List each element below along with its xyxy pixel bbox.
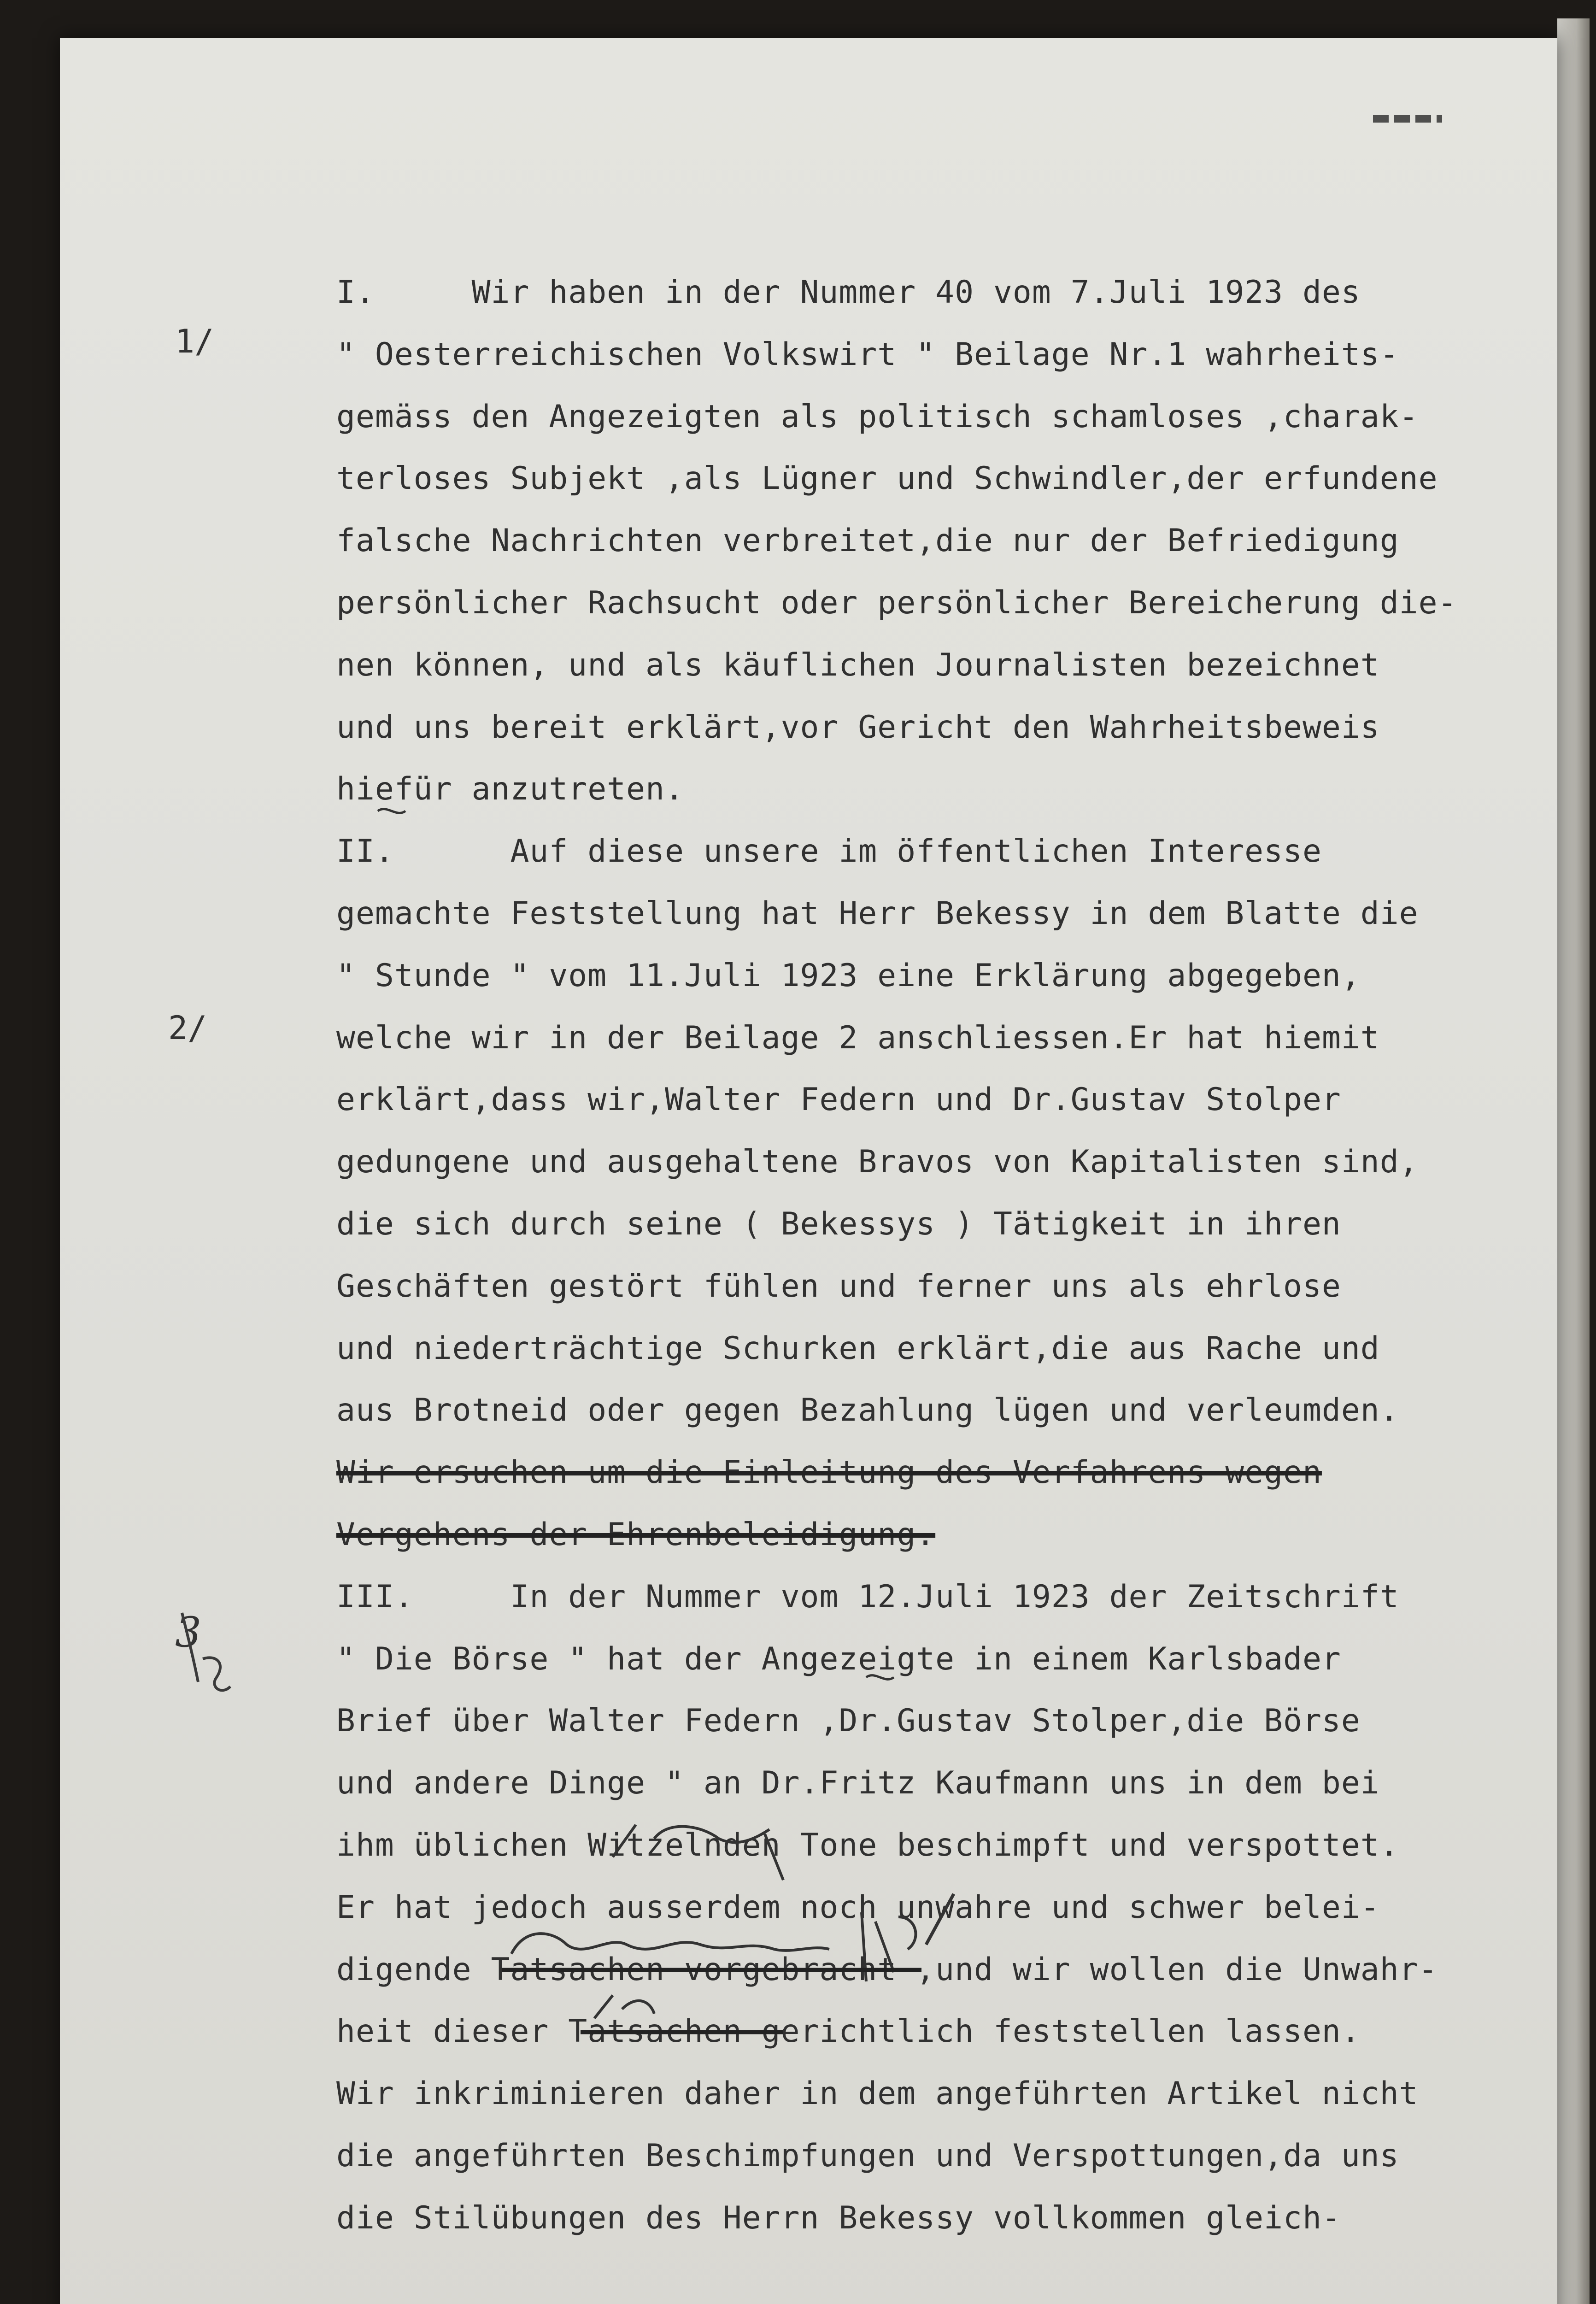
text-line: gemachte Feststellung hat Herr Bekessy in dem Blatte die [336,895,1419,932]
text-line: " Die Börse " hat der Angezeigte in einem Karlsbader [336,1640,1341,1677]
margin-number-1: 1/ [175,323,214,360]
text-line: erklärt,dass wir,Walter Federn und Dr.Gustav Stolper [336,1081,1341,1118]
text-line: digende Tatsachen vorgebracht ,und wir wollen die Unwahr- [336,1951,1438,1988]
text-line: terloses Subjekt ,als Lügner und Schwindler,der erfundene [336,460,1438,497]
margin-number-3-handwritten: 3 [175,1608,202,1657]
text-line: falsche Nachrichten verbreitet,die nur der Befriedigung [336,523,1399,559]
text-line: heit dieser Tatsachen gerichtlich feststellen lassen. [336,2013,1361,2050]
text-line: Geschäften gestört fühlen und ferner uns als ehrlose [336,1268,1341,1305]
text-line: III. In der Nummer vom 12.Juli 1923 der Zeitschrift [336,1578,1399,1615]
text-line: Wir inkriminieren daher in dem angeführten Artikel nicht [336,2075,1419,2112]
text-line: aus Brotneid oder gegen Bezahlung lügen und verleumden. [336,1392,1399,1429]
text-line: Vergehens der Ehrenbeleidigung. [336,1516,936,1553]
paper-edge [1557,18,1590,2304]
text-line: Brief über Walter Federn ,Dr.Gustav Stolper,die Börse [336,1703,1361,1740]
text-line: gemäss den Angezeigten als politisch schamloses ,charak- [336,398,1419,435]
text-line: die sich durch seine ( Bekessys ) Tätigkeit in ihren [336,1205,1341,1242]
text-line: hiefür anzutreten. [336,771,684,808]
text-line: die Stilübungen des Herrn Bekessy vollkommen gleich- [336,2199,1341,2236]
text-line: II. Auf diese unsere im öffentlichen Interesse [336,833,1322,870]
text-line: I. Wir haben in der Nummer 40 vom 7.Juli 1923 des [336,274,1361,311]
text-line: gedungene und ausgehaltene Bravos von Kapitalisten sind, [336,1144,1419,1181]
margin-number-2: 2/ [168,1009,207,1047]
text-line: und andere Dinge " an Dr.Fritz Kaufmann uns in dem bei [336,1765,1380,1802]
typed-text-body [336,262,1534,2250]
text-line: ihm üblichen Witzelnden Tone beschimpft und verspottet. [336,1827,1399,1863]
text-line: nen können, und als käuflichen Journalisten bezeichnet [336,647,1380,683]
text-line: Er hat jedoch ausserdem noch unwahre und schwer belei- [336,1889,1380,1926]
text-line: und niederträchtige Schurken erklärt,die aus Rache und [336,1330,1380,1367]
text-line: Wir ersuchen um die Einleitung des Verfahrens wegen [336,1454,1322,1491]
text-line: " Oesterreichischen Volkswirt " Beilage Nr.1 wahrheits- [336,336,1399,373]
text-line: welche wir in der Beilage 2 anschliessen.Er hat hiemit [336,1019,1380,1056]
corner-ink-mark [1373,115,1442,123]
text-line: persönlicher Rachsucht oder persönlicher Bereicherung die- [336,584,1457,621]
text-line: die angeführten Beschimpfungen und Verspottungen,da uns [336,2137,1399,2174]
text-line: " Stunde " vom 11.Juli 1923 eine Erklärung abgegeben, [336,957,1361,994]
text-line: und uns bereit erklärt,vor Gericht den Wahrheitsbeweis [336,709,1380,746]
